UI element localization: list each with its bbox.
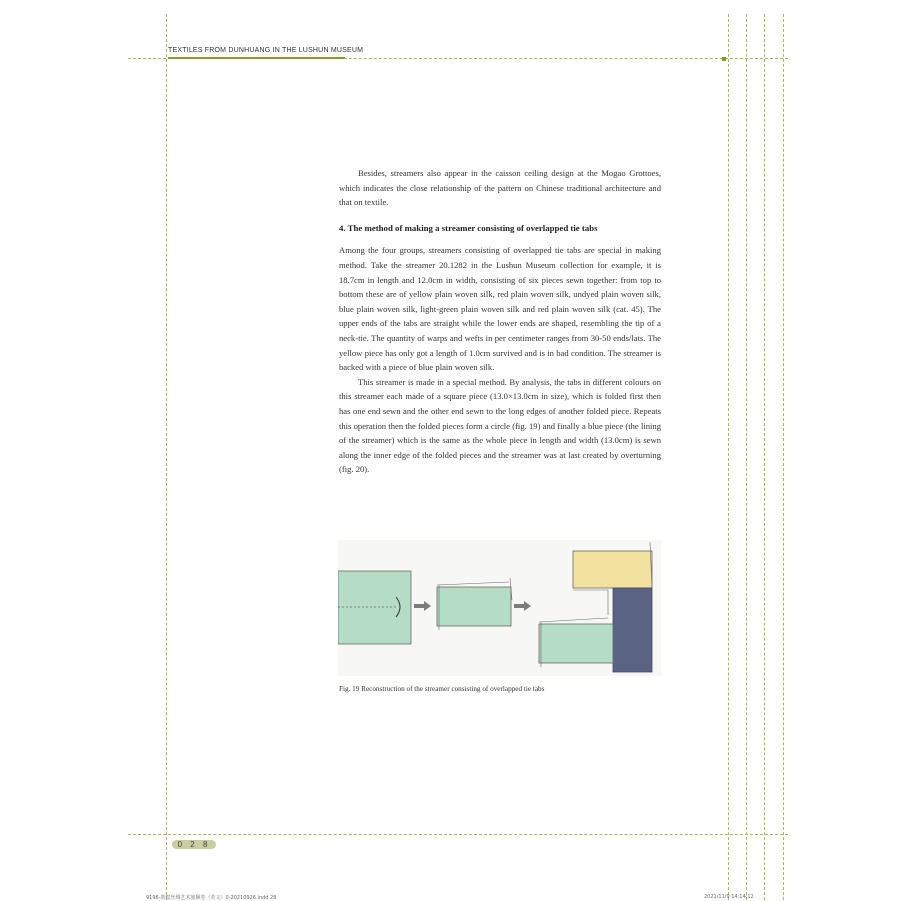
guide-right-2 (746, 14, 747, 900)
page-number: 0 2 8 (172, 840, 216, 849)
file-slug: 9196-敦煌丝绸艺术旅顺卷（英文）0-20210926.indd 28 (146, 895, 277, 901)
guide-right-3 (764, 14, 765, 900)
blue-lining-piece (613, 588, 652, 672)
intro-paragraph: Besides, streamers also appear in the caisson ceiling design at the Mogao Grottoes, which indicates the close relationship of the pattern on Chinese traditional architecture and that on textile. (339, 168, 661, 208)
figure-19-diagram (338, 540, 661, 676)
guide-bottom (128, 834, 788, 835)
arrow-right-icon (414, 601, 431, 611)
sewing-path (573, 590, 608, 615)
guide-right-1 (728, 14, 729, 900)
guide-right-4 (783, 14, 784, 900)
yellow-piece (573, 551, 652, 588)
timestamp-slug: 2021/11/9 14:14:12 (704, 894, 754, 900)
figure-caption: Fig. 19 Reconstruction of the streamer consisting of overlapped tie tabs (339, 685, 545, 693)
header-rule (168, 57, 345, 59)
green-sewing-top (539, 618, 608, 622)
folded-piece (437, 587, 511, 626)
body-text (339, 166, 661, 477)
header-marker (722, 57, 726, 61)
sewing-line-top (437, 582, 509, 585)
guide-left (166, 14, 167, 900)
section-heading: 4. The method of making a streamer consisting of overlapped tie tabs (339, 222, 598, 233)
running-title: TEXTILES FROM DUNHUANG IN THE LUSHUN MUSEUM (168, 47, 364, 54)
figure-19 (338, 540, 661, 676)
paragraph-2: This streamer is made in a special method. By analysis, the tabs in different colours on this streamer each made of a square piece (13.0×13.0cm in size), which is folded first then has one end sewn and the other end sewn to the long edges of another folded piece. Repeats this operation then the folded pieces form a circle (fig. 19) and finally a blue piece (the lining of the streamer) which is the same as the whole piece in length and width (13.0cm) is sewn along the inner edge of the folded pieces and the streamer was at last created by overturning (fig. 20). (339, 376, 661, 475)
paragraph-1: Among the four groups, streamers consisting of overlapped tie tabs are special in making method. Take the streamer 20.1282 in the Lushun Museum collection for example, it is 18.7cm in length and 12.0cm in width, consisting of six pieces sewn together: from top to bottom these are of yellow plain woven silk, red plain woven silk, undyed plain woven silk, blue plain woven silk, light-green plain woven silk and red plain woven silk (cat. 45). The upper ends of the tabs are straight while the lower ends are shaped, resembling the tip of a neck-tie. The quantity of warps and wefts in per centimeter ranges from 30-50 ends/lats. The yellow piece has only got a length of 1.0cm survived and is in bad condition. The streamer is backed with a piece of blue plain woven silk. (339, 245, 661, 373)
green-piece (539, 624, 613, 663)
arrow-right-icon-2 (514, 601, 531, 611)
